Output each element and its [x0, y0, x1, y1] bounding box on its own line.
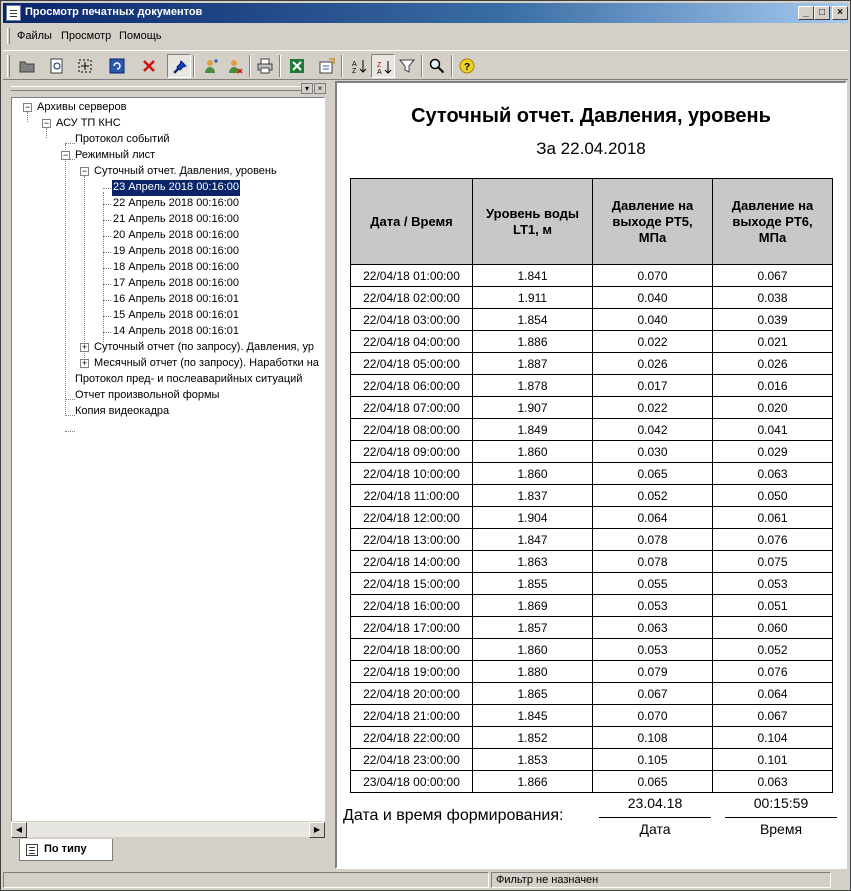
- table-cell: 0.022: [593, 331, 713, 353]
- table-row: [351, 441, 833, 463]
- table-cell: 1.849: [473, 419, 593, 441]
- table-cell: 0.053: [593, 595, 713, 617]
- toolbar-separator: [341, 55, 343, 77]
- table-cell: 1.847: [473, 529, 593, 551]
- preview-icon: [49, 58, 65, 74]
- table-cell: 0.101: [713, 749, 833, 771]
- minimize-button[interactable]: _: [798, 6, 814, 20]
- select-area-icon: [77, 58, 93, 74]
- table-cell: 0.016: [713, 375, 833, 397]
- table-cell: 0.078: [593, 529, 713, 551]
- filter-icon: [399, 58, 415, 74]
- tree-node-server[interactable]: АСУ ТП КНС: [56, 117, 121, 129]
- table-cell: 22/04/18 15:00:00: [351, 573, 473, 595]
- table-cell: 1.837: [473, 485, 593, 507]
- user-add-button[interactable]: [199, 54, 223, 78]
- pin-button[interactable]: [167, 54, 191, 78]
- tree-horizontal-scrollbar[interactable]: [11, 821, 325, 837]
- status-cell-main: [3, 872, 489, 888]
- table-cell: 22/04/18 05:00:00: [351, 353, 473, 375]
- tree-node-date[interactable]: 22 Апрель 2018 00:16:00: [113, 197, 240, 209]
- toolbar-separator: [193, 55, 195, 77]
- table-row: [351, 595, 833, 617]
- table-cell: 22/04/18 20:00:00: [351, 683, 473, 705]
- search-icon: [429, 58, 445, 74]
- maximize-button[interactable]: □: [814, 6, 830, 20]
- table-cell: 0.079: [593, 661, 713, 683]
- svg-text:Z: Z: [377, 62, 382, 69]
- tree-node-mode-sheet[interactable]: Режимный лист: [75, 149, 156, 161]
- window-title: Просмотр печатных документов: [25, 6, 203, 18]
- archive-tree[interactable]: [11, 97, 325, 837]
- table-cell: 22/04/18 13:00:00: [351, 529, 473, 551]
- table-cell: 0.104: [713, 727, 833, 749]
- table-cell: 22/04/18 10:00:00: [351, 463, 473, 485]
- table-cell: 22/04/18 22:00:00: [351, 727, 473, 749]
- help-icon: [459, 58, 475, 74]
- table-cell: 0.020: [713, 397, 833, 419]
- tree-line: [103, 204, 111, 205]
- table-row: [351, 771, 833, 793]
- table-cell: 0.021: [713, 331, 833, 353]
- table-cell: 0.060: [713, 617, 833, 639]
- tree-panel-header: [9, 83, 327, 95]
- table-cell: 0.076: [713, 661, 833, 683]
- table-cell: 0.042: [593, 419, 713, 441]
- table-cell: 22/04/18 12:00:00: [351, 507, 473, 529]
- table-cell: 22/04/18 02:00:00: [351, 287, 473, 309]
- table-cell: 1.860: [473, 463, 593, 485]
- table-cell: 0.029: [713, 441, 833, 463]
- table-cell: 1.854: [473, 309, 593, 331]
- report-page: [337, 83, 845, 867]
- table-row: [351, 331, 833, 353]
- table-cell: 1.887: [473, 353, 593, 375]
- svg-text:A: A: [377, 69, 382, 75]
- toolbar-separator: [279, 55, 281, 77]
- user-remove-button[interactable]: [223, 54, 247, 78]
- table-cell: 0.039: [713, 309, 833, 331]
- table-cell: 0.078: [593, 551, 713, 573]
- filter-button[interactable]: [395, 54, 419, 78]
- print-icon: [257, 58, 273, 74]
- tree-node-video-copy[interactable]: Копия видеокадра: [75, 405, 170, 417]
- sort-za-icon: [376, 59, 392, 75]
- table-row: [351, 287, 833, 309]
- table-cell: 22/04/18 08:00:00: [351, 419, 473, 441]
- resize-grip[interactable]: [833, 872, 846, 888]
- status-filter: Фильтр не назначен: [491, 872, 831, 888]
- scroll-right-button[interactable]: ▶: [309, 822, 325, 838]
- table-cell: 22/04/18 18:00:00: [351, 639, 473, 661]
- tree-node-date[interactable]: 14 Апрель 2018 00:16:01: [113, 325, 240, 337]
- table-cell: 0.026: [713, 353, 833, 375]
- toolbar-separator: [249, 55, 251, 77]
- table-cell: 0.108: [593, 727, 713, 749]
- expand-toggle[interactable]: +: [81, 342, 88, 352]
- table-cell: 0.063: [593, 617, 713, 639]
- table-cell: 22/04/18 19:00:00: [351, 661, 473, 683]
- table-row: [351, 419, 833, 441]
- open-icon: [19, 58, 35, 74]
- expand-toggle[interactable]: +: [81, 358, 88, 368]
- tree-line: [65, 144, 66, 414]
- table-cell: 0.075: [713, 551, 833, 573]
- table-row: [351, 485, 833, 507]
- table-cell: 0.041: [713, 419, 833, 441]
- toolbar-separator: [421, 55, 423, 77]
- table-row: [351, 507, 833, 529]
- export-button[interactable]: [315, 54, 339, 78]
- sort-az-button[interactable]: [347, 54, 371, 78]
- table-cell: 0.067: [713, 265, 833, 287]
- table-cell: 1.865: [473, 683, 593, 705]
- sort-za-button[interactable]: [371, 54, 395, 78]
- table-row: [351, 375, 833, 397]
- refresh-button[interactable]: [105, 54, 129, 78]
- select-area-button[interactable]: [73, 54, 97, 78]
- table-cell: 0.026: [593, 353, 713, 375]
- tree-node-events[interactable]: Протокол событий: [75, 133, 170, 145]
- tree-line: [103, 332, 111, 333]
- table-cell: 0.063: [713, 771, 833, 793]
- table-cell: 0.052: [713, 639, 833, 661]
- table-cell: 22/04/18 09:00:00: [351, 441, 473, 463]
- menu-files[interactable]: Файлы: [17, 30, 52, 42]
- tree-node-date[interactable]: 18 Апрель 2018 00:16:00: [113, 261, 240, 273]
- table-cell: 1.869: [473, 595, 593, 617]
- close-button[interactable]: ×: [832, 6, 848, 20]
- help-button[interactable]: [455, 54, 479, 78]
- generated-date: 23.04.18: [627, 795, 683, 811]
- tree-node-monthly-request[interactable]: Месячный отчет (по запросу). Наработки на: [94, 357, 319, 369]
- tree-line: [84, 176, 85, 366]
- tree-node-date[interactable]: 15 Апрель 2018 00:16:01: [113, 309, 240, 321]
- time-underline: [725, 817, 837, 818]
- table-cell: 1.911: [473, 287, 593, 309]
- table-cell: 1.886: [473, 331, 593, 353]
- tree-node-free-form[interactable]: Отчет произвольной формы: [75, 389, 220, 401]
- collapse-toggle[interactable]: −: [81, 166, 88, 176]
- table-row: [351, 749, 833, 771]
- table-row: [351, 353, 833, 375]
- tree-node-server-archives[interactable]: Архивы серверов: [37, 101, 127, 113]
- table-cell: 1.857: [473, 617, 593, 639]
- table-cell: 22/04/18 04:00:00: [351, 331, 473, 353]
- time-caption: Время: [759, 821, 803, 837]
- collapse-toggle[interactable]: −: [62, 150, 69, 160]
- table-cell: 22/04/18 03:00:00: [351, 309, 473, 331]
- svg-text:Z: Z: [352, 68, 357, 74]
- table-cell: 0.040: [593, 287, 713, 309]
- table-cell: 0.064: [713, 683, 833, 705]
- excel-button[interactable]: [285, 54, 309, 78]
- table-cell: 0.105: [593, 749, 713, 771]
- tree-line: [103, 192, 104, 342]
- collapse-toggle[interactable]: −: [24, 102, 31, 112]
- table-cell: 1.878: [473, 375, 593, 397]
- sort-az-icon: [351, 58, 367, 74]
- table-cell: 1.853: [473, 749, 593, 771]
- report-table: [350, 178, 833, 793]
- table-row: [351, 551, 833, 573]
- table-row: [351, 705, 833, 727]
- tree-node-emergency[interactable]: Протокол пред- и послеаварийных ситуаций: [75, 373, 303, 385]
- table-cell: 23/04/18 00:00:00: [351, 771, 473, 793]
- table-cell: 1.860: [473, 639, 593, 661]
- table-row: [351, 617, 833, 639]
- table-cell: 0.017: [593, 375, 713, 397]
- list-icon: [26, 844, 38, 856]
- column-header: Давление на выходе PT5, МПа: [593, 179, 713, 265]
- user-remove-icon: [227, 58, 243, 74]
- refresh-icon: [109, 58, 125, 74]
- table-row: [351, 661, 833, 683]
- tree-line: [46, 128, 47, 138]
- table-cell: 1.841: [473, 265, 593, 287]
- tree-node-date[interactable]: 23 Апрель 2018 00:16:00: [112, 180, 240, 196]
- toolbar-separator: [451, 55, 453, 77]
- tree-line: [103, 300, 111, 301]
- table-cell: 1.845: [473, 705, 593, 727]
- tree-line: [27, 112, 28, 122]
- table-cell: 0.067: [593, 683, 713, 705]
- menu-view[interactable]: Просмотр: [61, 30, 112, 42]
- svg-text:?: ?: [464, 62, 471, 73]
- table-cell: 1.860: [473, 441, 593, 463]
- table-cell: 22/04/18 11:00:00: [351, 485, 473, 507]
- report-subtitle: За 22.04.2018: [536, 139, 646, 158]
- print-button[interactable]: [253, 54, 277, 78]
- table-cell: 0.053: [713, 573, 833, 595]
- table-cell: 22/04/18 14:00:00: [351, 551, 473, 573]
- table-cell: 1.855: [473, 573, 593, 595]
- table-cell: 0.055: [593, 573, 713, 595]
- table-cell: 0.063: [713, 463, 833, 485]
- panel-close-button[interactable]: ×: [314, 83, 326, 94]
- table-row: [351, 573, 833, 595]
- table-row: [351, 463, 833, 485]
- generated-time: 00:15:59: [753, 795, 809, 811]
- table-cell: 0.052: [593, 485, 713, 507]
- user-add-icon: [203, 58, 219, 74]
- table-cell: 22/04/18 21:00:00: [351, 705, 473, 727]
- report-view[interactable]: [335, 81, 847, 869]
- tree-line: [103, 220, 111, 221]
- table-cell: 22/04/18 16:00:00: [351, 595, 473, 617]
- tree-line: [65, 431, 75, 432]
- table-cell: 0.051: [713, 595, 833, 617]
- toolbar-grip: [7, 55, 10, 77]
- menu-help[interactable]: Помощь: [119, 30, 162, 42]
- column-header: Давление на выходе PT6, МПа: [713, 179, 833, 265]
- table-cell: 0.030: [593, 441, 713, 463]
- table-cell: 0.050: [713, 485, 833, 507]
- tree-line: [65, 415, 75, 416]
- column-header: Уровень воды LT1, м: [473, 179, 593, 265]
- column-header: Дата / Время: [351, 179, 473, 265]
- menu-bar: [3, 26, 848, 46]
- date-underline: [599, 817, 711, 818]
- table-cell: 22/04/18 06:00:00: [351, 375, 473, 397]
- status-bar: [3, 871, 848, 889]
- table-cell: 0.038: [713, 287, 833, 309]
- tree-line: [103, 252, 111, 253]
- collapse-toggle[interactable]: −: [43, 118, 50, 128]
- table-cell: 0.070: [593, 265, 713, 287]
- table-row: [351, 265, 833, 287]
- svg-text:A: A: [352, 61, 357, 68]
- table-cell: 1.880: [473, 661, 593, 683]
- tree-panel: [9, 81, 327, 863]
- preview-button[interactable]: [45, 54, 69, 78]
- tree-line: [103, 268, 111, 269]
- tree-node-date[interactable]: 21 Апрель 2018 00:16:00: [113, 213, 240, 225]
- generated-label: Дата и время формирования:: [343, 807, 564, 824]
- table-cell: 0.076: [713, 529, 833, 551]
- scroll-left-button[interactable]: ◀: [11, 822, 27, 838]
- table-cell: 0.067: [713, 705, 833, 727]
- table-cell: 1.907: [473, 397, 593, 419]
- tree-node-date[interactable]: 19 Апрель 2018 00:16:00: [113, 245, 240, 257]
- export-icon: [319, 58, 335, 74]
- table-cell: 1.866: [473, 771, 593, 793]
- table-cell: 0.064: [593, 507, 713, 529]
- table-cell: 0.065: [593, 463, 713, 485]
- panel-menu-button[interactable]: ▾: [301, 83, 313, 94]
- table-row: [351, 309, 833, 331]
- tree-node-date[interactable]: 17 Апрель 2018 00:16:00: [113, 277, 240, 289]
- tree-node-daily-report[interactable]: Суточный отчет. Давления, уровень: [94, 165, 277, 177]
- open-button[interactable]: [15, 54, 39, 78]
- table-cell: 1.852: [473, 727, 593, 749]
- table-cell: 0.065: [593, 771, 713, 793]
- tree-line: [103, 316, 111, 317]
- table-cell: 1.863: [473, 551, 593, 573]
- table-cell: 0.040: [593, 309, 713, 331]
- table-cell: 22/04/18 07:00:00: [351, 397, 473, 419]
- tree-line: [65, 399, 75, 400]
- tab-by-type[interactable]: [19, 839, 113, 861]
- tree-line: [103, 284, 111, 285]
- tab-label: По типу: [44, 843, 87, 855]
- table-row: [351, 727, 833, 749]
- table-cell: 0.053: [593, 639, 713, 661]
- report-title: Суточный отчет. Давления, уровень: [411, 105, 771, 127]
- tree-node-daily-request[interactable]: Суточный отчет (по запросу). Давления, ур: [94, 341, 315, 353]
- table-cell: 0.061: [713, 507, 833, 529]
- table-row: [351, 683, 833, 705]
- pin-icon: [172, 59, 188, 75]
- table-row: [351, 397, 833, 419]
- tree-node-date[interactable]: 16 Апрель 2018 00:16:01: [113, 293, 240, 305]
- tree-line: [103, 188, 111, 189]
- search-button[interactable]: [425, 54, 449, 78]
- toolbar: [3, 50, 848, 80]
- table-row: [351, 529, 833, 551]
- table-cell: 22/04/18 23:00:00: [351, 749, 473, 771]
- table-row: [351, 639, 833, 661]
- title-bar[interactable]: [3, 3, 848, 23]
- delete-button[interactable]: [137, 54, 161, 78]
- table-cell: 0.070: [593, 705, 713, 727]
- tree-line: [103, 236, 111, 237]
- panel-grip: [11, 86, 301, 91]
- table-header-row: [351, 179, 833, 265]
- excel-icon: [289, 58, 305, 74]
- table-cell: 22/04/18 17:00:00: [351, 617, 473, 639]
- menu-grip: [7, 28, 10, 44]
- table-cell: 1.904: [473, 507, 593, 529]
- delete-icon: [141, 58, 157, 74]
- table-cell: 0.022: [593, 397, 713, 419]
- tree-node-date[interactable]: 20 Апрель 2018 00:16:00: [113, 229, 240, 241]
- document-icon: [6, 5, 21, 21]
- date-caption: Дата: [639, 821, 671, 837]
- table-cell: 22/04/18 01:00:00: [351, 265, 473, 287]
- tree-line: [65, 143, 75, 144]
